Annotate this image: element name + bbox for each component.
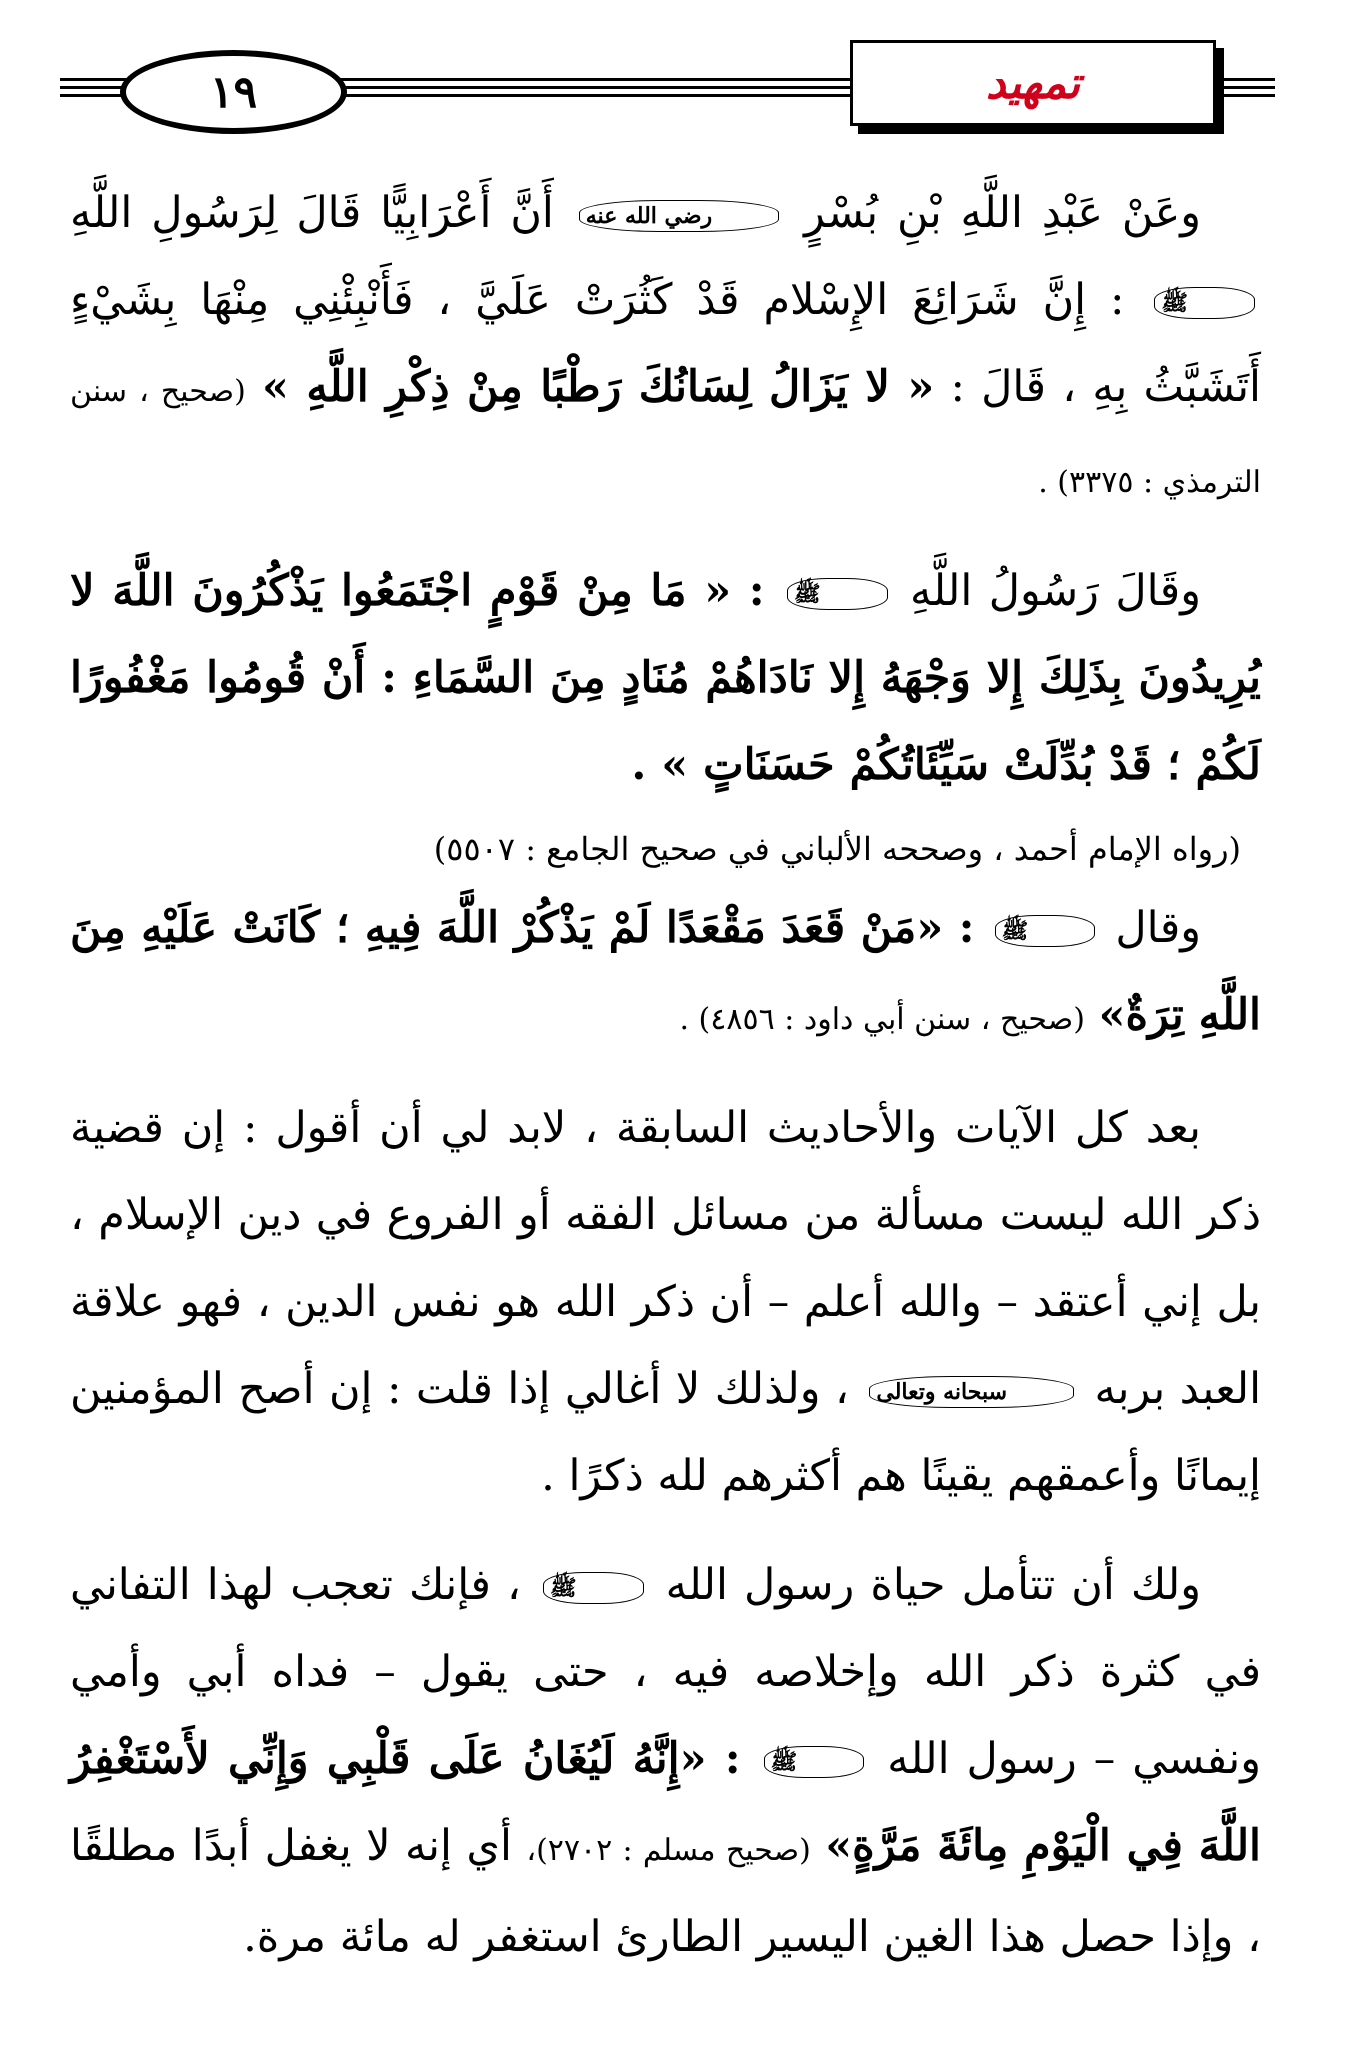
- paragraph-4: [70, 1085, 1261, 1520]
- p1-rest: : إِنَّ شَرَائِعَ الإِسْلام قَدْ كَثُرَتْ عَلَيَّ ، فَأَنْبِئْنِي مِنْهَا بِشَيْءٍ أَتَشَبَّثُ بِهِ ، قَالَ :: [70, 275, 1261, 412]
- p5-hadith: : «إِنَّهُ لَيُغَانُ عَلَى قَلْبِي وَإِنِّي لأَسْتَغْفِرُ اللَّهَ فِي الْيَوْمِ مِائَةَ مَرَّةٍ»: [70, 1734, 1262, 1871]
- section-title: تمهيد: [850, 40, 1216, 126]
- p4-part2: ، ولذلك لا أغالي إذا قلت : إن أصح المؤمنين إيمانًا وأعمقهم يقينًا هم أكثرهم لله ذكرًا .: [70, 1364, 1261, 1501]
- page-body: [70, 170, 1261, 2003]
- p2-intro: وقَالَ رَسُولُ اللَّهِ: [909, 566, 1201, 616]
- pbuh-honorific-icon: ﷺ: [787, 578, 888, 610]
- swt-honorific-icon: سبحانه وتعالى: [869, 1376, 1074, 1408]
- p1-source: (صحيح ، سنن الترمذي : ٣٣٧٥) .: [70, 374, 1261, 500]
- p3-source: (صحيح ، سنن أبي داود : ٤٨٥٦) .: [679, 1002, 1085, 1037]
- p1-intro: وعَنْ عَبْدِ اللَّهِ بْنِ بُسْرٍ: [804, 188, 1201, 238]
- pbuh-honorific-icon: ﷺ: [764, 1746, 865, 1778]
- p3-hadith: : «مَنْ قَعَدَ مَقْعَدًا لَمْ يَذْكُرْ اللَّهَ فِيهِ ؛ كَانَتْ عَلَيْهِ مِنَ اللَّهِ تِرَةٌ»: [70, 903, 1261, 1040]
- page-header: [60, 40, 1275, 135]
- citation-2: (رواه الإمام أحمد ، وصححه الألباني في صحيح الجامع : ٥٥٠٧): [433, 830, 1241, 868]
- page-number: ١٩: [120, 50, 347, 134]
- paragraph-5: [70, 1542, 1261, 1981]
- p3-intro: وقال: [1115, 903, 1202, 953]
- paragraph-3: [70, 885, 1261, 1063]
- pbuh-honorific-icon: ﷺ: [543, 1572, 644, 1604]
- p1-mid: أَنَّ أَعْرَابِيًّا قَالَ لِرَسُولِ اللَّهِ: [70, 188, 554, 238]
- p5-rest: أي إنه لا يغفل أبدًا مطلقًا ، وإذا حصل هذا الغين اليسير الطارئ استغفر له مائة مرة.: [70, 1821, 1261, 1962]
- p2-hadith: : « مَا مِنْ قَوْمٍ اجْتَمَعُوا يَذْكُرُونَ اللَّهَ لا يُرِيدُونَ بِذَلِكَ إِلا وَجْهَهُ إِلا نَادَاهُمْ مُنَادٍ مِنَ السَّمَاءِ : أَنْ قُومُوا مَغْفُورًا لَكُمْ ؛ قَدْ بُدِّلَتْ سَيِّئَاتُكُمْ حَسَنَاتٍ » .: [70, 566, 1261, 790]
- p5-part1: ولك أن تتأمل حياة رسول الله: [665, 1560, 1202, 1610]
- p5-source: (صحيح مسلم : ٢٧٠٢)،: [526, 1833, 811, 1868]
- paragraph-2: [70, 548, 1261, 809]
- ra-honorific-icon: رضي الله عنه: [579, 200, 779, 232]
- p4-part1: بعد كل الآيات والأحاديث السابقة ، لابد لي أن أقول : إن قضية ذكر الله ليست مسألة من مسائل الفقه أو الفروع في دين الإسلام ، بل إني أعتقد – والله أعلم – أن ذكر الله هو نفس الدين ، فهو علاقة العبد بربه: [70, 1103, 1262, 1414]
- pbuh-honorific-icon: ﷺ: [1154, 287, 1255, 319]
- pbuh-honorific-icon: ﷺ: [995, 915, 1096, 947]
- paragraph-1: [70, 170, 1261, 526]
- p1-hadith: « لا يَزَالُ لِسَانُكَ رَطْبًا مِنْ ذِكْرِ اللَّهِ »: [261, 362, 935, 412]
- p5-part2: ، فإنك تعجب لهذا التفاني في كثرة ذكر الله وإخلاصه فيه ، حتى يقول – فداه أبي وأمي ونفسي – رسول الله: [70, 1560, 1261, 1784]
